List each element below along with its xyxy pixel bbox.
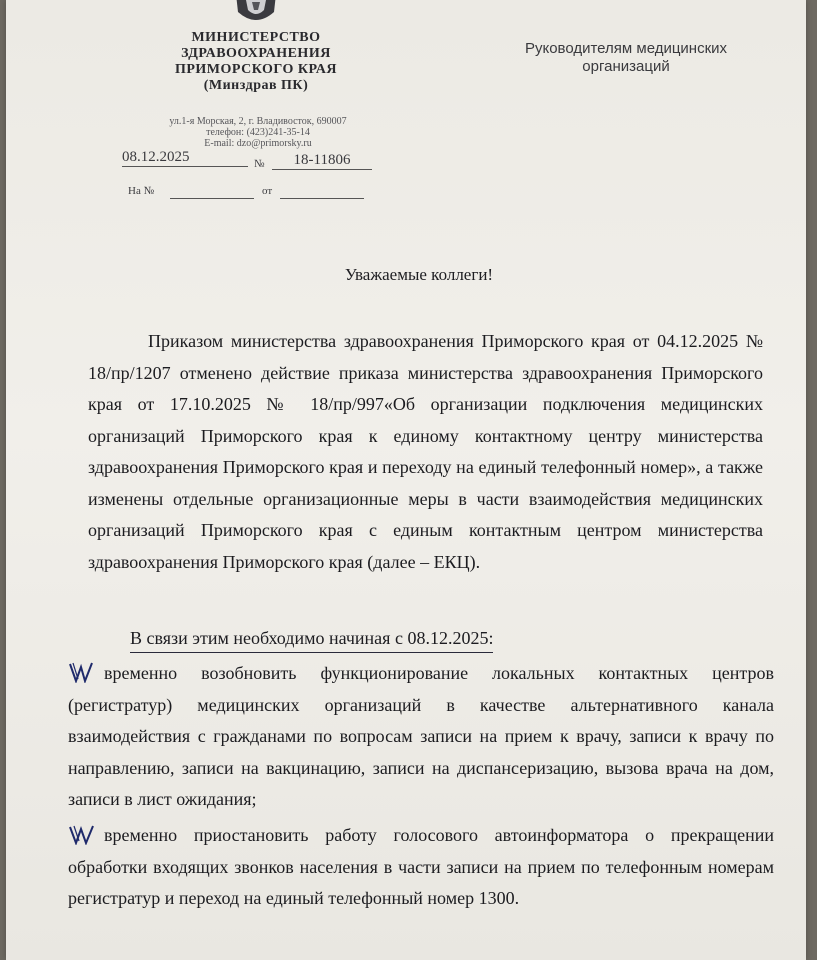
letter-page [6, 0, 806, 960]
ministry-name-block [146, 30, 366, 94]
list-item-text: временно приостановить работу голосового автоинформатора о прекращении обработки входящих звонков населения в части записи на прием по телефонным номерам регистратур и переход на единый телефонный номер 1300. [68, 825, 774, 908]
registration-date: 08.12.2025 [122, 149, 248, 167]
address: ул.1-я Морская, 2, г. Владивосток, 690007 [169, 116, 347, 127]
reference-date-label: от [262, 185, 273, 197]
list-item-resume-call-centers [68, 658, 774, 816]
registration-number: 18-11806 [272, 152, 372, 170]
org-line-2: ЗДРАВООХРАНЕНИЯ [181, 46, 331, 61]
org-line-1: МИНИСТЕРСТВО [191, 30, 321, 45]
paragraph-instruction: В связи этим необходимо начиная с 08.12.2025: [130, 624, 493, 653]
recipient-line-2: организаций [582, 58, 670, 75]
reference-number-label: На № [128, 185, 155, 197]
registration-number-label: № [254, 158, 265, 170]
checkmark-scribble-icon [68, 823, 98, 845]
greeting: Уважаемые коллеги! [344, 265, 494, 284]
contacts-block [128, 116, 388, 149]
email: E-mail: dzo@primorsky.ru [204, 138, 312, 149]
phone: телефон: (423)241-35-14 [206, 127, 310, 138]
recipient-block [486, 40, 766, 76]
org-line-3: ПРИМОРСКОГО КРАЯ [174, 62, 338, 77]
reference-date-blank [280, 186, 364, 199]
list-item-suspend-autoinformer [68, 820, 774, 915]
paragraph-order: Приказом министерства здравоохранения Приморского края от 04.12.2025 № 18/пр/1207 отменено действие приказа министерства здравоохранения Приморского края от 17.10.2025 № 18/пр/997«Об организации подключения медицинских организаций Приморского края к единому контактному центру министерства здравоохранения Приморского края и переходу на единый телефонный номер», а также изменены отдельные организационные меры в части взаимодействия медицинских организаций Приморского края с единым контактным центром министерства здравоохранения Приморского края (далее – ЕКЦ). [88, 331, 763, 572]
list-item-text: временно возобновить функционирование локальных контактных центров (регистратур) медицинских организаций в качестве альтернативного канала взаимодействия с гражданами по вопросам записи на прием к врачу, записи к врачу по направлению, записи на вакцинацию, записи на диспансеризацию, вызова врача на дом, записи в лист ожидания; [68, 663, 774, 809]
recipient-line-1: Руководителям медицинских [524, 40, 728, 57]
checkmark-scribble-icon [68, 661, 98, 683]
org-short-name: (Минздрав ПК) [203, 78, 309, 93]
coat-of-arms-icon [228, 0, 284, 26]
reference-number-blank [170, 186, 254, 199]
